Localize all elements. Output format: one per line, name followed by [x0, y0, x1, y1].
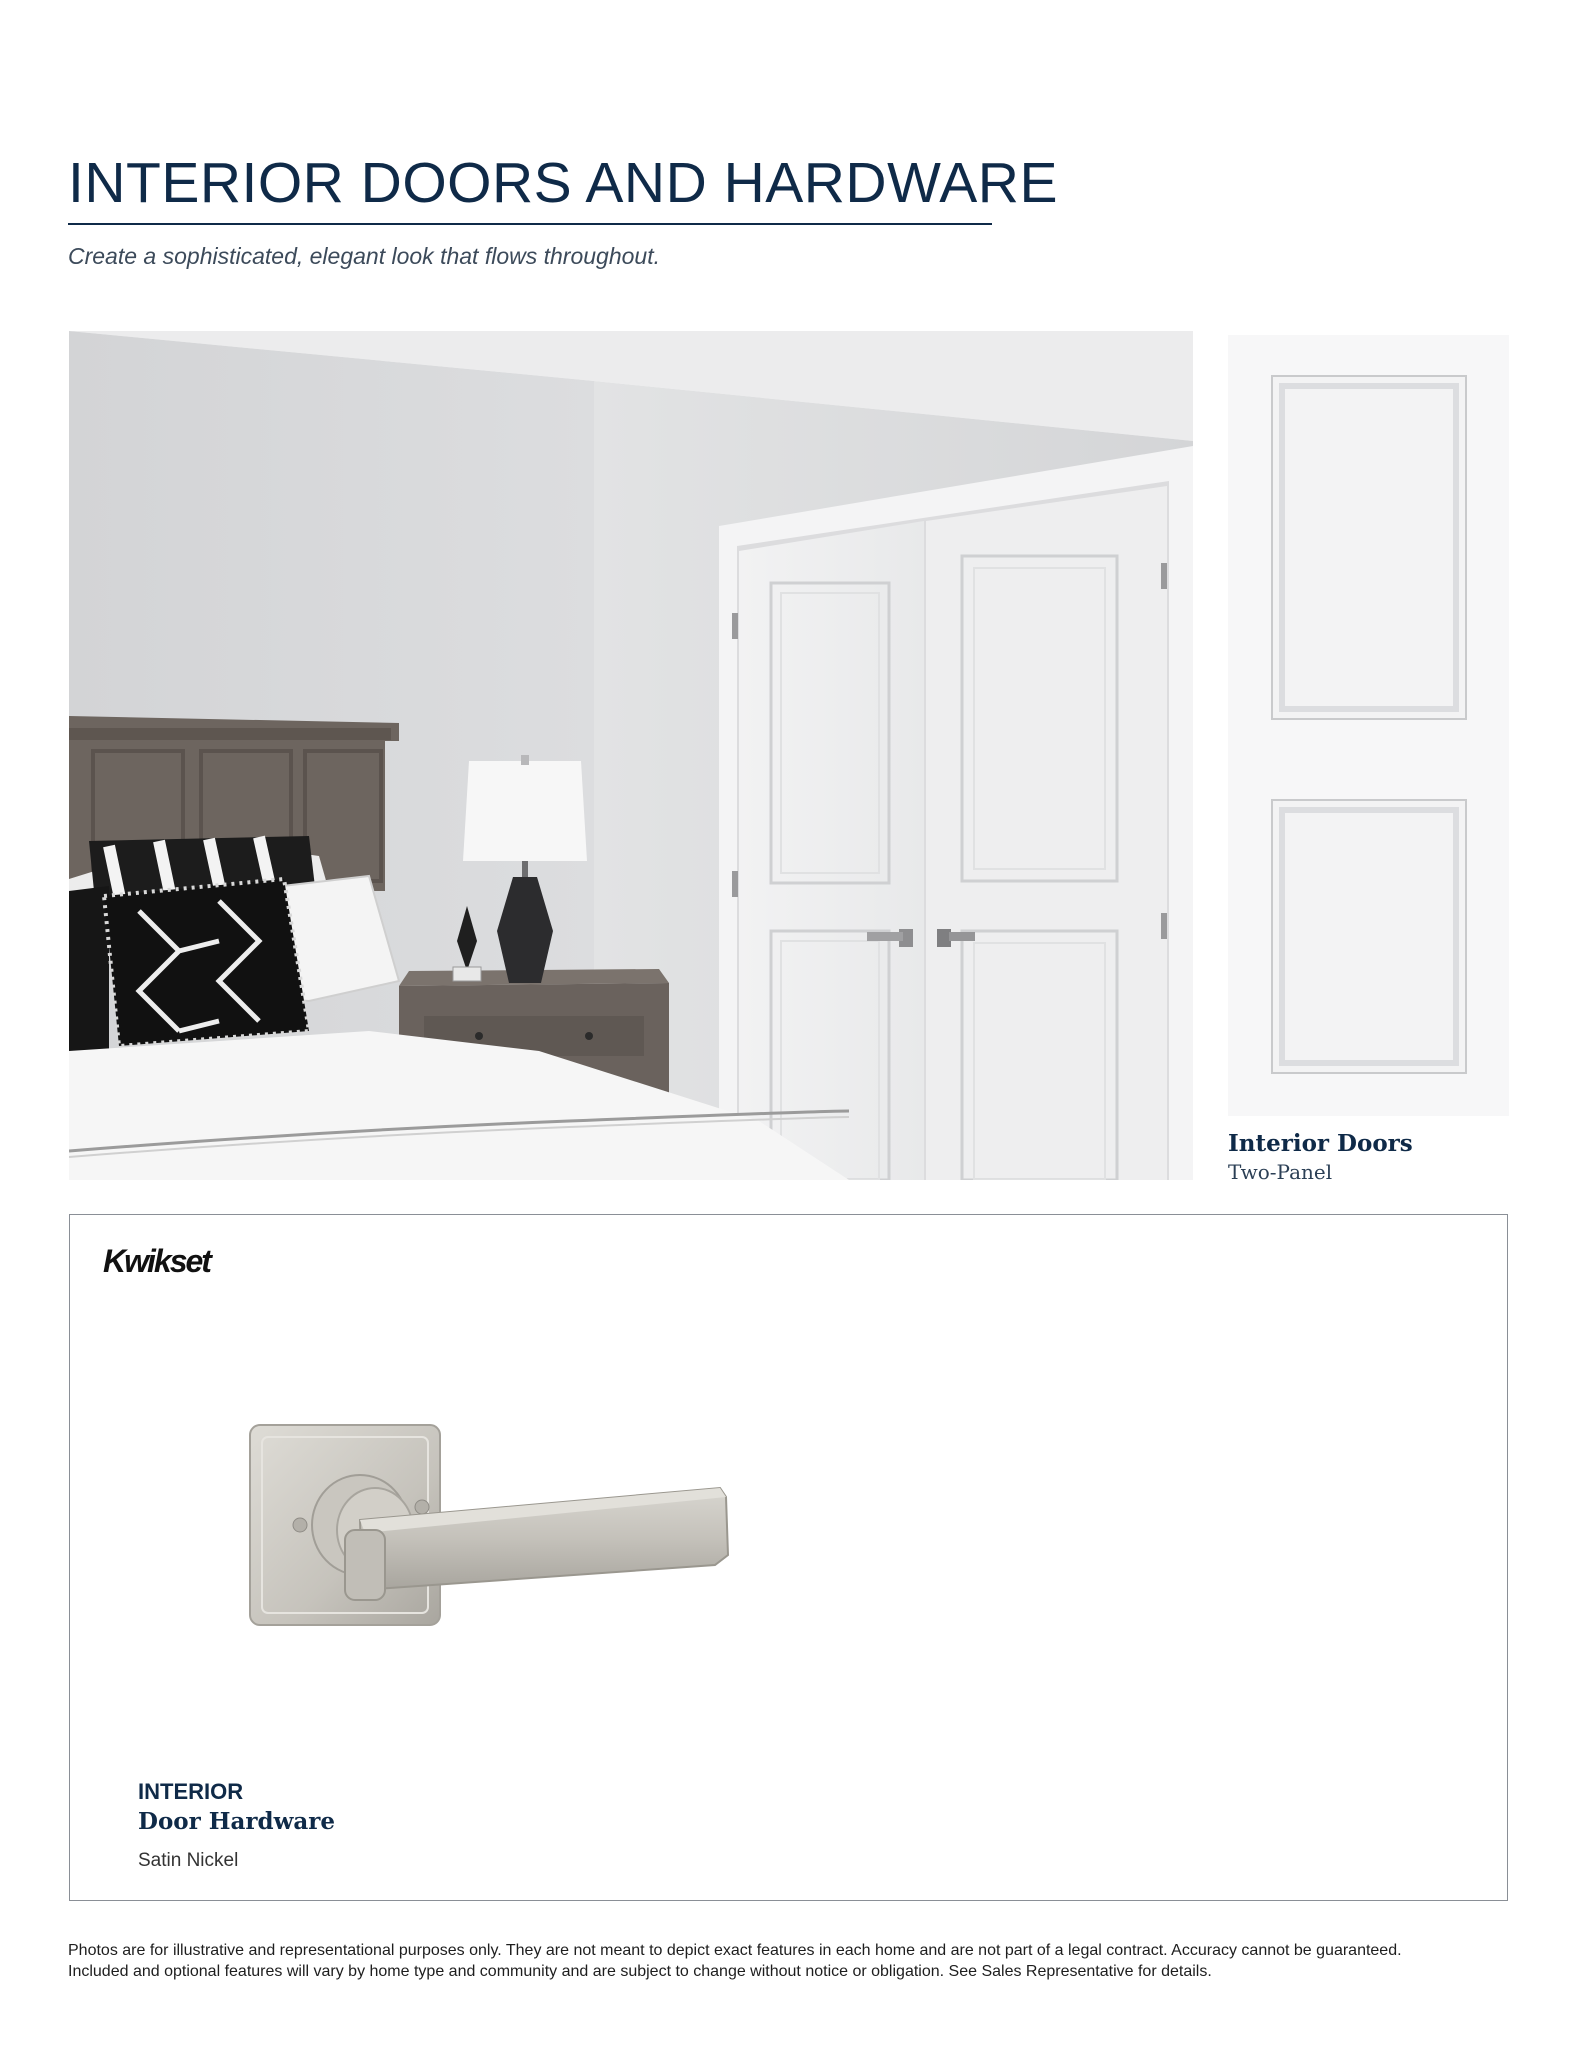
kwikset-logo: Kwikset [103, 1243, 210, 1279]
disclaimer-line-2: Included and optional features will vary by home type and community and are subject to change without notice or obligation. See Sales Representative for details. [68, 1963, 1212, 1980]
hardware-finish: Satin Nickel [138, 1850, 239, 1871]
page-title: INTERIOR DOORS AND HARDWARE [68, 151, 1058, 215]
hardware-name: Door Hardware [138, 1808, 336, 1835]
lever-handle-image [240, 1405, 730, 1650]
two-panel-door-image [1228, 335, 1509, 1116]
footer-disclaimer [68, 1940, 1518, 1982]
bedroom-photo [69, 331, 1193, 1180]
door-caption-title: Interior Doors [1228, 1130, 1413, 1157]
hardware-category: INTERIOR [138, 1779, 244, 1804]
page-subtitle: Create a sophisticated, elegant look that flows throughout. [68, 243, 660, 269]
disclaimer-line-1: Photos are for illustrative and representational purposes only. They are not meant to depict exact features in each home and are not part of a legal contract. Accuracy cannot be guaranteed. [68, 1942, 1402, 1959]
door-caption-style: Two-Panel [1228, 1160, 1333, 1184]
title-underline [68, 223, 992, 225]
